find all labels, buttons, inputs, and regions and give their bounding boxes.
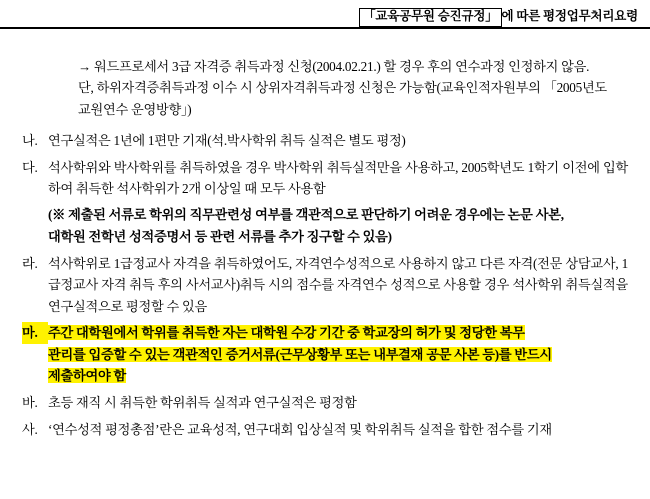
list-item (22, 130, 628, 151)
highlighted-line-1: 주간 대학원에서 학위를 취득한 자는 대학원 수강 기간 중 학교장의 허가 및 정당한 복무 (48, 325, 525, 341)
list-item-text: 초등 재직 시 취득한 학위취득 실적과 연구실적은 평정함 (48, 395, 357, 411)
list-item-line-2: 상담교사, 1급정교사 자격 취득 후의 사서교사)취득 시의 점수를 자격연수 성적으로 사용할 (48, 256, 629, 293)
header-title (359, 6, 638, 27)
header-divider (0, 27, 650, 29)
arrow-note-line-2: 단, 하위자격증취득과정 이수 시 상위자격취득과정 신청은 가능함(교육인적자원부의 「2005년도 (78, 80, 607, 96)
list-item-line-2: 이전에 입학하여 취득한 석사학위가 2개 이상일 때 모두 사용함 (48, 159, 629, 196)
highlighted-list-item (22, 322, 628, 386)
list-item-text: 연구실적은 1년에 1편만 기재(석.박사학위 취득 실적은 별도 평정) (48, 133, 406, 149)
list-item-line-3: 경우 석사학위 취득실적을 연구실적으로 평정할 수 있음 (48, 277, 628, 314)
note-line-2: 대학원 전학년 성적증명서 등 관련 서류를 추가 징구할 수 있음) (48, 228, 392, 244)
arrow-note-line-1: → 워드프로세서 3급 자격증 취득과정 신청(2004.02.21.) 할 경우 후의 연수과정 인정하지 않음. (78, 59, 590, 74)
document-body (0, 30, 650, 440)
arrow-note-line-3: 교원연수 운영방향」) (78, 101, 192, 117)
header-boxed-label: 「교육공무원 승진규정」 (359, 8, 501, 27)
list-item (22, 253, 628, 317)
list-item-marker: 바. (22, 395, 38, 411)
highlighted-list-item-text (48, 322, 628, 386)
list-item-text (48, 157, 628, 200)
list-item-marker: 사. (22, 421, 38, 437)
list-item-line-1: 석사학위로 1급정교사 자격을 취득하였어도, 자격연수성적으로 사용하지 않고 다른 자격(전문 (48, 256, 563, 271)
header-title-rest: 에 따른 평정업무처리요령 (501, 9, 638, 23)
note-block (48, 204, 618, 247)
highlighted-line-3: 제출하여야 함 (48, 367, 126, 383)
page-header (0, 0, 650, 30)
list-item-marker: 라. (22, 256, 38, 271)
highlighted-list-item-marker: 마. (22, 322, 48, 343)
note-line-1: (※ 제출된 서류로 학위의 직무관련성 여부를 객관적으로 판단하기 어려운 경우에는 논문 사본, (48, 207, 564, 223)
list-item-text: ‘연수성적 평정총점’란은 교육성적, 연구대회 입상실적 및 학위취득 실적을 합한 점수를 기재 (48, 421, 552, 437)
list-item-text (48, 253, 628, 317)
list-item-line-1: 석사학위와 박사학위를 취득하였을 경우 박사학위 취득실적만을 사용하고, 2005학년도 1학기 (48, 159, 559, 175)
list-item (22, 419, 628, 440)
list-item (22, 392, 628, 413)
arrow-note-block (78, 56, 610, 120)
list-item-marker: 다. (22, 159, 38, 175)
list-item-marker: 나. (22, 133, 38, 149)
highlighted-line-2: 관리를 입증할 수 있는 객관적인 증거서류(근무상황부 또는 내부결재 공문 사본 등)를 반드시 (48, 346, 552, 362)
list-item (22, 157, 628, 200)
